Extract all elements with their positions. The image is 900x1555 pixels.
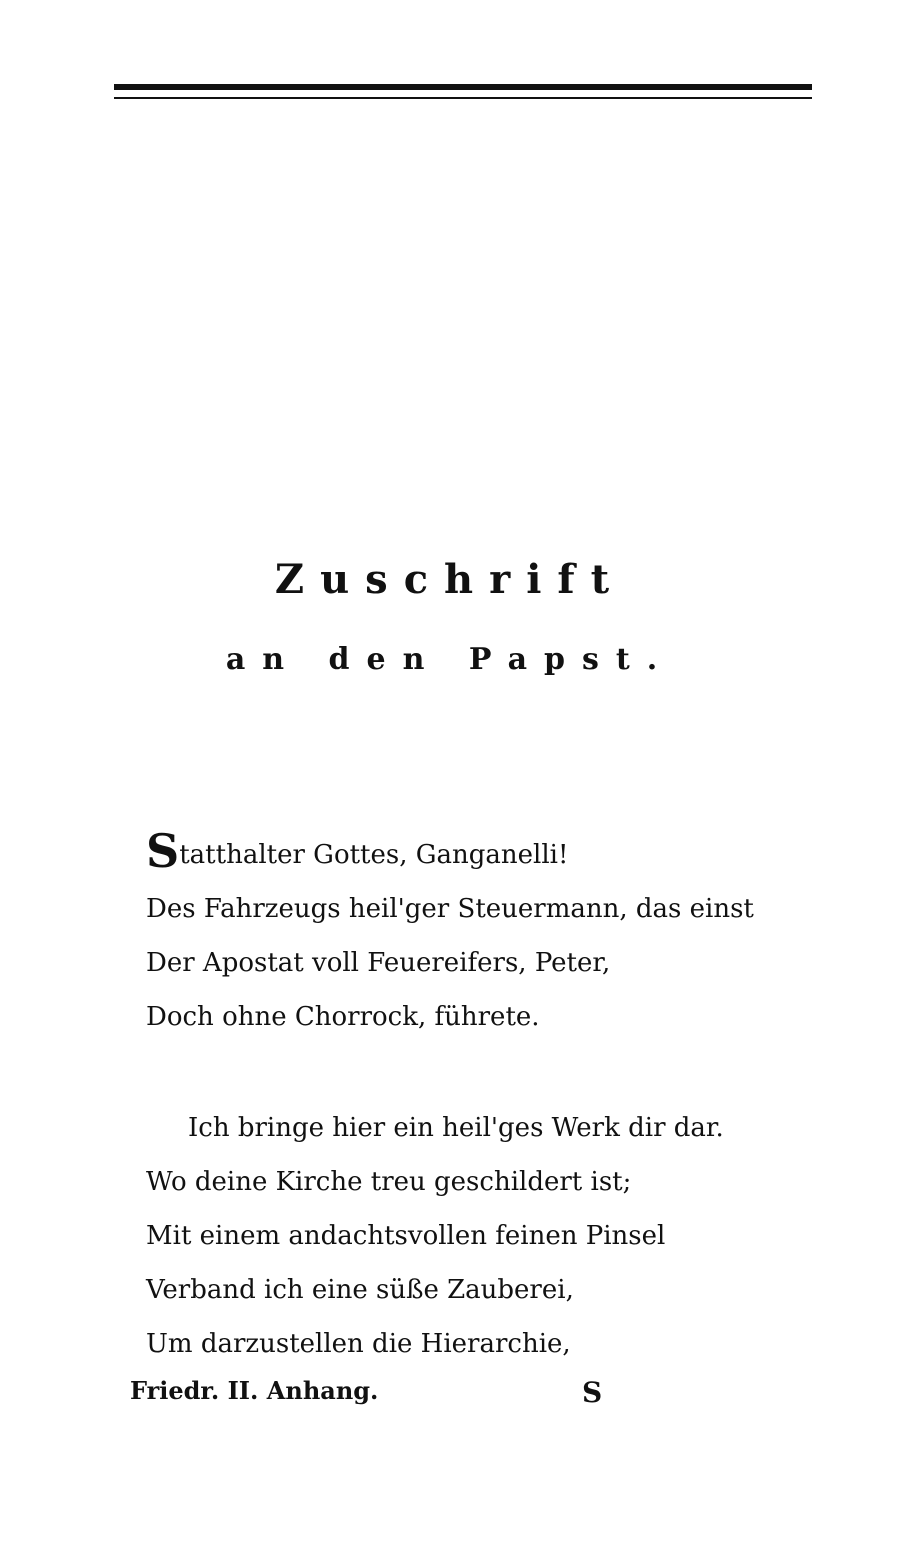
verse-line: Doch ohne Chorrock, führete. (146, 1002, 540, 1032)
page-title: Zuschrift (274, 556, 626, 603)
printer-signature: Friedr. II. Anhang. (130, 1376, 379, 1405)
header-rule-thin (114, 97, 812, 99)
stanza-1 (146, 824, 754, 1044)
verse-line: Um darzustellen die Hierarchie, (146, 1329, 571, 1359)
verse-line: Statthalter Gottes, Ganganelli! (146, 824, 569, 878)
verse-line: Verband ich eine süße Zauberei, (146, 1275, 574, 1305)
page-subtitle: an den Papst. (225, 642, 675, 677)
verse-line: Mit einem andachtsvollen feinen Pinsel (146, 1221, 666, 1251)
verse-line: Der Apostat voll Feuereifers, Peter, (146, 948, 611, 978)
header-rule-thick (114, 84, 812, 90)
drop-cap: S (146, 824, 180, 878)
stanza-2 (146, 1101, 724, 1371)
verse-line: Wo deine Kirche treu geschildert ist; (146, 1167, 632, 1197)
signature-mark: S (582, 1376, 603, 1409)
verse-line: Ich bringe hier ein heil'ges Werk dir dar. (188, 1113, 724, 1143)
verse-line: Des Fahrzeugs heil'ger Steuermann, das einst (146, 894, 754, 924)
